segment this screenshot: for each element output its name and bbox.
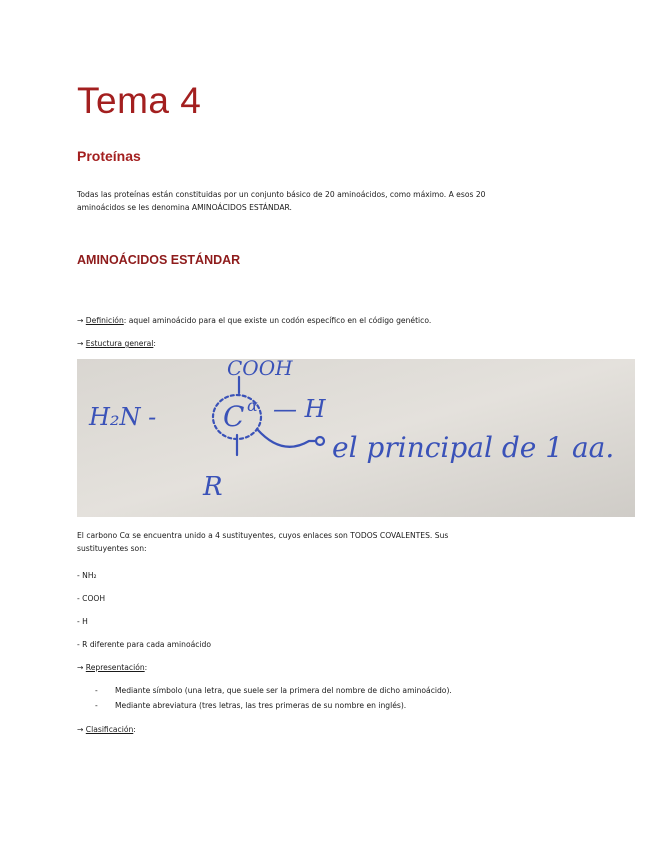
r-label: R [203, 472, 223, 502]
page-title: Tema 4 [77, 80, 202, 121]
handwritten-structure-photo [77, 359, 635, 517]
representacion-label: Representación [85, 663, 145, 672]
estructura-text: : [153, 339, 156, 348]
carbono-line-2: sustituyentes son: [77, 544, 147, 553]
intro-paragraph [77, 188, 582, 214]
arrow-icon: → [77, 339, 84, 348]
cooh-label: COOH [227, 359, 293, 380]
page-subtitle: Proteínas [77, 148, 141, 164]
intro-line-2: aminoácidos se les denomina AMINOÁCIDOS ESTÁNDAR. [77, 203, 292, 212]
definicion-text: : aquel aminoácido para el que existe un codón específico en el código genético. [123, 316, 432, 325]
carbono-line-1: El carbono Cα se encuentra unido a 4 sustituyentes, cuyos enlaces son TODOS COVALENTES. Sus [77, 531, 449, 540]
substituent-item: - H [77, 617, 88, 626]
definicion-line [77, 314, 431, 327]
substituent-item: - R diferente para cada aminoácido [77, 640, 212, 649]
arrow-icon: → [77, 725, 84, 734]
estructura-label: Estuctura general [85, 339, 154, 348]
clasificacion-line [77, 723, 136, 736]
substituent-item: - COOH [77, 594, 106, 603]
carbon-label: C [223, 400, 245, 433]
h-label: — H [273, 395, 326, 423]
alpha-label: α [247, 396, 258, 415]
clasificacion-label: Clasificación [85, 725, 134, 734]
estructura-line [77, 337, 156, 350]
bullet-dot: - [95, 686, 98, 695]
intro-line-1: Todas las proteínas están constituidas por un conjunto básico de 20 aminoácidos, como máximo. A esos 20 [77, 190, 486, 199]
definicion-label: Definición [85, 316, 124, 325]
arrow-icon: → [77, 663, 84, 672]
representacion-line [77, 661, 147, 674]
list-item-text: Mediante símbolo (una letra, que suele ser la primera del nombre de dicho aminoácido). [115, 686, 452, 695]
bullet-dot: - [95, 701, 98, 710]
h2n-label: H₂N - [89, 403, 157, 431]
substituent-item: - NH₂ [77, 571, 97, 580]
representacion-text: : [144, 663, 148, 672]
list-item-text: Mediante abreviatura (tres letras, las tres primeras de su nombre en inglés). [115, 701, 407, 710]
section-heading: AMINOÁCIDOS ESTÁNDAR [77, 253, 241, 267]
carbono-paragraph [77, 529, 547, 555]
arrow-icon: → [77, 316, 84, 325]
note-label: el principal de 1 aa. [332, 431, 615, 464]
clasificacion-text: : [133, 725, 136, 734]
